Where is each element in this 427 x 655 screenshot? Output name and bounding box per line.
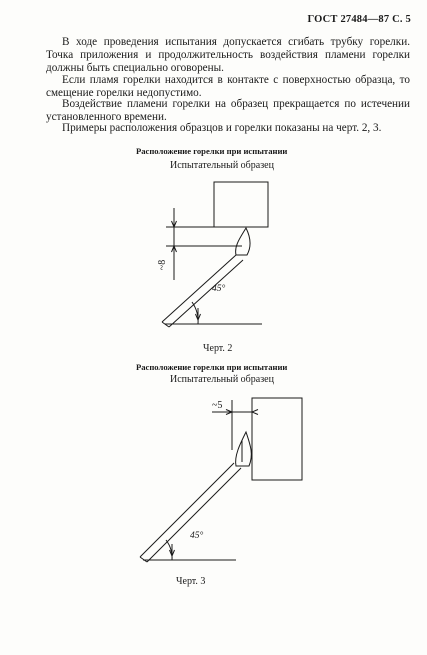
paragraph-stop: Воздействие пламени горелки на образец прекращается по истечении установленного времени. xyxy=(46,98,410,124)
figure3-flame xyxy=(236,432,252,466)
figure3-specimen xyxy=(252,398,302,480)
figure3-title: Черт. 3 xyxy=(176,576,206,587)
figure2-specimen xyxy=(214,182,268,227)
figure2-dimension-label: ~8 xyxy=(157,259,168,271)
page-header: ГОСТ 27484—87 С. 5 xyxy=(307,14,411,25)
figure3-dimension-label: ~5 xyxy=(212,400,223,411)
figure3-caption: Расположение горелки при испытании xyxy=(136,362,288,372)
figure3-specimen-label: Испытательный образец xyxy=(170,374,274,385)
figure2-drawing xyxy=(162,182,268,327)
paragraph-examples: Примеры расположения образцов и горелки показаны на черт. 2, 3. xyxy=(62,122,382,134)
figure2-specimen-label: Испытательный образец xyxy=(170,160,274,171)
figure2-angle-label: 45° xyxy=(212,284,226,294)
figure3-drawing xyxy=(140,398,302,562)
paragraph-bending: В ходе проведения испытания допускается сгибать трубку горелки. Точка приложения и продолжительность воздействия пламени горелки должны быть специально оговорены. xyxy=(46,36,410,75)
figure3-angle-label: 45° xyxy=(190,531,204,541)
figure2-title: Черт. 2 xyxy=(203,343,233,354)
figure3-burner xyxy=(140,463,241,562)
figure2-caption: Расположение горелки при испытании xyxy=(136,146,288,156)
paragraph-contact: Если пламя горелки находится в контакте с поверхностью образца, то смещение горелки недопустимо. xyxy=(46,74,410,100)
figure2-flame xyxy=(236,228,250,255)
